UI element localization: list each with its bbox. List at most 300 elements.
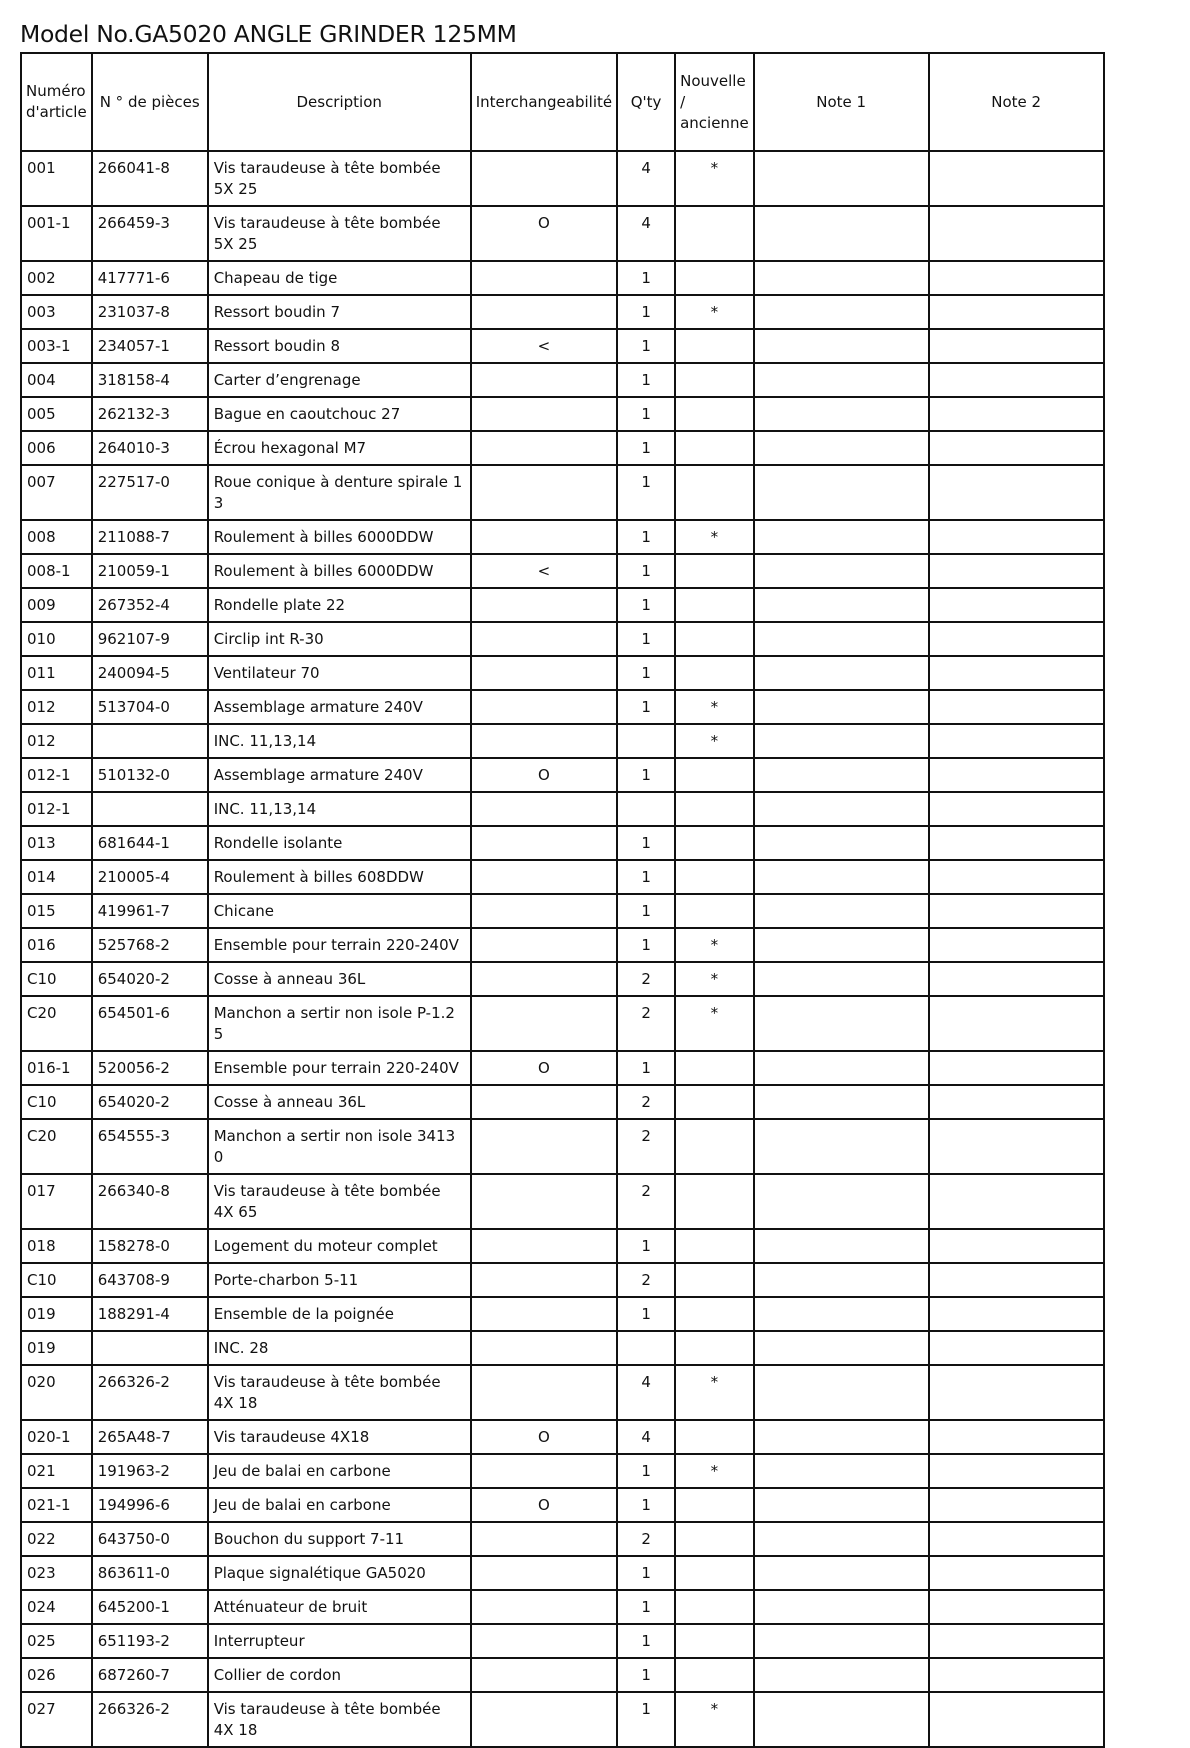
note-2-cell [929, 996, 1104, 1051]
item-number-cell: 004 [21, 363, 92, 397]
interchangeability-cell [471, 295, 617, 329]
note-2-cell [929, 1119, 1104, 1174]
description-cell: Rondelle plate 22 [208, 588, 471, 622]
quantity-cell: 1 [617, 1297, 675, 1331]
interchangeability-cell [471, 363, 617, 397]
interchangeability-cell [471, 1174, 617, 1229]
table-row [21, 431, 1104, 465]
table-row [21, 1454, 1104, 1488]
description-cell: Ensemble pour terrain 220-240V [208, 1051, 471, 1085]
note-2-cell [929, 1658, 1104, 1692]
header-quantity: Q'ty [617, 53, 675, 151]
table-row [21, 588, 1104, 622]
note-2-cell [929, 1051, 1104, 1085]
note-1-cell [754, 724, 929, 758]
new-old-cell [675, 588, 754, 622]
table-row [21, 1488, 1104, 1522]
new-old-cell [675, 758, 754, 792]
note-1-cell [754, 520, 929, 554]
note-1-cell [754, 206, 929, 261]
description-cell: Ensemble pour terrain 220-240V [208, 928, 471, 962]
table-row [21, 792, 1104, 826]
item-number-cell: 015 [21, 894, 92, 928]
page-title: Model No.GA5020 ANGLE GRINDER 125MM [20, 20, 517, 48]
new-old-cell: * [675, 151, 754, 206]
table-row [21, 1085, 1104, 1119]
quantity-cell: 1 [617, 329, 675, 363]
note-2-cell [929, 520, 1104, 554]
interchangeability-cell [471, 1263, 617, 1297]
description-cell: Cosse à anneau 36L [208, 962, 471, 996]
quantity-cell: 1 [617, 261, 675, 295]
interchangeability-cell [471, 656, 617, 690]
part-number-cell: 266041-8 [92, 151, 208, 206]
interchangeability-cell [471, 690, 617, 724]
part-number-cell: 240094-5 [92, 656, 208, 690]
part-number-cell: 863611-0 [92, 1556, 208, 1590]
quantity-cell: 2 [617, 1522, 675, 1556]
table-row [21, 724, 1104, 758]
interchangeability-cell [471, 431, 617, 465]
part-number-cell: 318158-4 [92, 363, 208, 397]
item-number-cell: 011 [21, 656, 92, 690]
table-row [21, 151, 1104, 206]
item-number-cell: 002 [21, 261, 92, 295]
part-number-cell: 654501-6 [92, 996, 208, 1051]
item-number-cell: 026 [21, 1658, 92, 1692]
new-old-cell [675, 206, 754, 261]
interchangeability-cell: O [471, 1488, 617, 1522]
header-note-1: Note 1 [754, 53, 929, 151]
quantity-cell: 1 [617, 1556, 675, 1590]
interchangeability-cell [471, 1590, 617, 1624]
quantity-cell: 2 [617, 996, 675, 1051]
note-2-cell [929, 1331, 1104, 1365]
table-row [21, 261, 1104, 295]
header-note-2: Note 2 [929, 53, 1104, 151]
header-new-old: Nouvelle / ancienne [675, 53, 754, 151]
table-row [21, 1119, 1104, 1174]
item-number-cell: 012-1 [21, 758, 92, 792]
description-cell: Ressort boudin 7 [208, 295, 471, 329]
description-cell: INC. 28 [208, 1331, 471, 1365]
note-2-cell [929, 1174, 1104, 1229]
item-number-cell: 001-1 [21, 206, 92, 261]
description-cell: Vis taraudeuse à tête bombée 4X 18 [208, 1365, 471, 1420]
interchangeability-cell: O [471, 206, 617, 261]
description-cell: INC. 11,13,14 [208, 792, 471, 826]
note-1-cell [754, 996, 929, 1051]
part-number-cell: 266326-2 [92, 1365, 208, 1420]
note-1-cell [754, 295, 929, 329]
note-2-cell [929, 1229, 1104, 1263]
description-cell: Roulement à billes 6000DDW [208, 520, 471, 554]
new-old-cell: * [675, 724, 754, 758]
quantity-cell: 1 [617, 554, 675, 588]
quantity-cell: 1 [617, 295, 675, 329]
note-2-cell [929, 1365, 1104, 1420]
table-row [21, 826, 1104, 860]
new-old-cell: * [675, 520, 754, 554]
note-2-cell [929, 261, 1104, 295]
note-2-cell [929, 1692, 1104, 1747]
header-row [21, 53, 1104, 151]
quantity-cell: 1 [617, 1590, 675, 1624]
part-number-cell: 266326-2 [92, 1692, 208, 1747]
note-2-cell [929, 928, 1104, 962]
description-cell: Assemblage armature 240V [208, 690, 471, 724]
note-1-cell [754, 588, 929, 622]
description-cell: Logement du moteur complet [208, 1229, 471, 1263]
part-number-cell: 210059-1 [92, 554, 208, 588]
table-row [21, 928, 1104, 962]
note-1-cell [754, 1522, 929, 1556]
note-2-cell [929, 363, 1104, 397]
note-1-cell [754, 465, 929, 520]
item-number-cell: 010 [21, 622, 92, 656]
item-number-cell: 005 [21, 397, 92, 431]
table-row [21, 1692, 1104, 1747]
new-old-cell [675, 1488, 754, 1522]
description-cell: Carter d’engrenage [208, 363, 471, 397]
item-number-cell: 003-1 [21, 329, 92, 363]
table-row [21, 520, 1104, 554]
note-1-cell [754, 1556, 929, 1590]
note-2-cell [929, 894, 1104, 928]
part-number-cell: 654020-2 [92, 962, 208, 996]
part-number-cell: 654555-3 [92, 1119, 208, 1174]
part-number-cell: 210005-4 [92, 860, 208, 894]
description-cell: Vis taraudeuse à tête bombée 4X 65 [208, 1174, 471, 1229]
table-row [21, 1522, 1104, 1556]
part-number-cell: 513704-0 [92, 690, 208, 724]
note-2-cell [929, 1522, 1104, 1556]
table-row [21, 1174, 1104, 1229]
description-cell: Assemblage armature 240V [208, 758, 471, 792]
quantity-cell: 2 [617, 1174, 675, 1229]
interchangeability-cell [471, 894, 617, 928]
note-1-cell [754, 1365, 929, 1420]
part-number-cell: 194996-6 [92, 1488, 208, 1522]
note-2-cell [929, 792, 1104, 826]
part-number-cell: 645200-1 [92, 1590, 208, 1624]
item-number-cell: 016-1 [21, 1051, 92, 1085]
note-1-cell [754, 329, 929, 363]
item-number-cell: 007 [21, 465, 92, 520]
part-number-cell: 266459-3 [92, 206, 208, 261]
table-row [21, 622, 1104, 656]
interchangeability-cell [471, 1556, 617, 1590]
item-number-cell: 025 [21, 1624, 92, 1658]
table-row [21, 1658, 1104, 1692]
header-part-number: N ° de pièces [92, 53, 208, 151]
new-old-cell [675, 1263, 754, 1297]
description-cell: Jeu de balai en carbone [208, 1488, 471, 1522]
new-old-cell [675, 1590, 754, 1624]
item-number-cell: 006 [21, 431, 92, 465]
new-old-cell [675, 826, 754, 860]
description-cell: Vis taraudeuse à tête bombée 4X 18 [208, 1692, 471, 1747]
note-1-cell [754, 894, 929, 928]
note-2-cell [929, 206, 1104, 261]
quantity-cell: 1 [617, 826, 675, 860]
interchangeability-cell [471, 724, 617, 758]
part-number-cell: 525768-2 [92, 928, 208, 962]
new-old-cell [675, 860, 754, 894]
new-old-cell: * [675, 928, 754, 962]
quantity-cell: 1 [617, 690, 675, 724]
new-old-cell: * [675, 1365, 754, 1420]
note-2-cell [929, 962, 1104, 996]
interchangeability-cell: O [471, 1420, 617, 1454]
quantity-cell: 1 [617, 1624, 675, 1658]
note-1-cell [754, 622, 929, 656]
note-1-cell [754, 792, 929, 826]
new-old-cell: * [675, 996, 754, 1051]
new-old-cell [675, 1556, 754, 1590]
item-number-cell: 023 [21, 1556, 92, 1590]
item-number-cell: 016 [21, 928, 92, 962]
description-cell: Interrupteur [208, 1624, 471, 1658]
interchangeability-cell [471, 1658, 617, 1692]
table-row [21, 465, 1104, 520]
part-number-cell [92, 1331, 208, 1365]
header-description: Description [208, 53, 471, 151]
description-cell: INC. 11,13,14 [208, 724, 471, 758]
note-2-cell [929, 397, 1104, 431]
interchangeability-cell: < [471, 554, 617, 588]
part-number-cell: 643750-0 [92, 1522, 208, 1556]
table-row [21, 758, 1104, 792]
note-2-cell [929, 622, 1104, 656]
new-old-cell: * [675, 962, 754, 996]
table-row [21, 1331, 1104, 1365]
new-old-cell [675, 1051, 754, 1085]
interchangeability-cell [471, 520, 617, 554]
interchangeability-cell [471, 1331, 617, 1365]
new-old-cell [675, 1658, 754, 1692]
new-old-cell [675, 363, 754, 397]
item-number-cell: 012 [21, 690, 92, 724]
new-old-cell [675, 1174, 754, 1229]
new-old-cell [675, 1119, 754, 1174]
note-2-cell [929, 151, 1104, 206]
description-cell: Circlip int R-30 [208, 622, 471, 656]
description-cell: Ensemble de la poignée [208, 1297, 471, 1331]
new-old-cell [675, 465, 754, 520]
interchangeability-cell: O [471, 1051, 617, 1085]
note-2-cell [929, 1420, 1104, 1454]
description-cell: Collier de cordon [208, 1658, 471, 1692]
item-number-cell: 008 [21, 520, 92, 554]
note-2-cell [929, 1085, 1104, 1119]
note-1-cell [754, 962, 929, 996]
new-old-cell [675, 1624, 754, 1658]
interchangeability-cell [471, 1229, 617, 1263]
part-number-cell: 419961-7 [92, 894, 208, 928]
note-1-cell [754, 1488, 929, 1522]
description-cell: Jeu de balai en carbone [208, 1454, 471, 1488]
item-number-cell: C10 [21, 1085, 92, 1119]
quantity-cell: 1 [617, 622, 675, 656]
part-number-cell: 267352-4 [92, 588, 208, 622]
item-number-cell: 027 [21, 1692, 92, 1747]
table-row [21, 1229, 1104, 1263]
description-cell: Chapeau de tige [208, 261, 471, 295]
note-1-cell [754, 656, 929, 690]
item-number-cell: 018 [21, 1229, 92, 1263]
table-row [21, 295, 1104, 329]
new-old-cell [675, 329, 754, 363]
note-1-cell [754, 1624, 929, 1658]
interchangeability-cell [471, 860, 617, 894]
quantity-cell: 4 [617, 1365, 675, 1420]
new-old-cell [675, 1331, 754, 1365]
note-1-cell [754, 1174, 929, 1229]
note-2-cell [929, 860, 1104, 894]
new-old-cell [675, 792, 754, 826]
quantity-cell: 4 [617, 206, 675, 261]
note-2-cell [929, 329, 1104, 363]
quantity-cell: 1 [617, 758, 675, 792]
item-number-cell: C10 [21, 1263, 92, 1297]
new-old-cell [675, 622, 754, 656]
part-number-cell: 510132-0 [92, 758, 208, 792]
note-2-cell [929, 588, 1104, 622]
table-row [21, 894, 1104, 928]
interchangeability-cell [471, 1119, 617, 1174]
interchangeability-cell [471, 792, 617, 826]
note-1-cell [754, 690, 929, 724]
item-number-cell: 022 [21, 1522, 92, 1556]
interchangeability-cell [471, 261, 617, 295]
part-number-cell: 651193-2 [92, 1624, 208, 1658]
quantity-cell: 1 [617, 1454, 675, 1488]
quantity-cell: 1 [617, 928, 675, 962]
note-2-cell [929, 1556, 1104, 1590]
description-cell: Plaque signalétique GA5020 [208, 1556, 471, 1590]
note-1-cell [754, 1331, 929, 1365]
part-number-cell: 962107-9 [92, 622, 208, 656]
note-1-cell [754, 1085, 929, 1119]
new-old-cell [675, 1297, 754, 1331]
part-number-cell: 262132-3 [92, 397, 208, 431]
quantity-cell: 1 [617, 465, 675, 520]
header-item-number: Numéro d'article [21, 53, 92, 151]
part-number-cell: 234057-1 [92, 329, 208, 363]
item-number-cell: 017 [21, 1174, 92, 1229]
interchangeability-cell [471, 1365, 617, 1420]
note-2-cell [929, 465, 1104, 520]
note-1-cell [754, 928, 929, 962]
note-1-cell [754, 1420, 929, 1454]
interchangeability-cell [471, 1454, 617, 1488]
new-old-cell [675, 1420, 754, 1454]
interchangeability-cell: < [471, 329, 617, 363]
parts-table [20, 52, 1105, 1748]
table-row [21, 1297, 1104, 1331]
new-old-cell [675, 894, 754, 928]
table-row [21, 329, 1104, 363]
item-number-cell: 014 [21, 860, 92, 894]
part-number-cell: 231037-8 [92, 295, 208, 329]
note-1-cell [754, 826, 929, 860]
parts-table-body [21, 151, 1104, 1747]
table-row [21, 1624, 1104, 1658]
note-1-cell [754, 431, 929, 465]
part-number-cell: 266340-8 [92, 1174, 208, 1229]
note-1-cell [754, 1263, 929, 1297]
description-cell: Bague en caoutchouc 27 [208, 397, 471, 431]
table-row [21, 1051, 1104, 1085]
description-cell: Écrou hexagonal M7 [208, 431, 471, 465]
interchangeability-cell [471, 588, 617, 622]
note-2-cell [929, 295, 1104, 329]
note-1-cell [754, 860, 929, 894]
interchangeability-cell [471, 928, 617, 962]
quantity-cell: 1 [617, 656, 675, 690]
item-number-cell: 021-1 [21, 1488, 92, 1522]
note-1-cell [754, 1297, 929, 1331]
item-number-cell: 020 [21, 1365, 92, 1420]
interchangeability-cell [471, 996, 617, 1051]
table-row [21, 1365, 1104, 1420]
interchangeability-cell [471, 962, 617, 996]
item-number-cell: C10 [21, 962, 92, 996]
item-number-cell: 013 [21, 826, 92, 860]
quantity-cell [617, 1331, 675, 1365]
table-row [21, 1420, 1104, 1454]
note-2-cell [929, 554, 1104, 588]
item-number-cell: C20 [21, 996, 92, 1051]
description-cell: Cosse à anneau 36L [208, 1085, 471, 1119]
part-number-cell: 681644-1 [92, 826, 208, 860]
part-number-cell: 191963-2 [92, 1454, 208, 1488]
note-1-cell [754, 1454, 929, 1488]
note-2-cell [929, 1297, 1104, 1331]
note-1-cell [754, 1119, 929, 1174]
interchangeability-cell [471, 1624, 617, 1658]
item-number-cell: 008-1 [21, 554, 92, 588]
part-number-cell: 654020-2 [92, 1085, 208, 1119]
table-row [21, 690, 1104, 724]
description-cell: Vis taraudeuse à tête bombée 5X 25 [208, 206, 471, 261]
quantity-cell: 2 [617, 1263, 675, 1297]
note-1-cell [754, 554, 929, 588]
table-row [21, 996, 1104, 1051]
description-cell: Chicane [208, 894, 471, 928]
table-row [21, 1556, 1104, 1590]
note-1-cell [754, 397, 929, 431]
part-number-cell: 520056-2 [92, 1051, 208, 1085]
quantity-cell: 2 [617, 962, 675, 996]
note-1-cell [754, 1658, 929, 1692]
note-1-cell [754, 151, 929, 206]
quantity-cell: 1 [617, 1051, 675, 1085]
new-old-cell [675, 1522, 754, 1556]
note-1-cell [754, 363, 929, 397]
new-old-cell [675, 431, 754, 465]
note-2-cell [929, 826, 1104, 860]
description-cell: Ventilateur 70 [208, 656, 471, 690]
table-row [21, 206, 1104, 261]
table-row [21, 1590, 1104, 1624]
description-cell: Roulement à billes 6000DDW [208, 554, 471, 588]
quantity-cell: 1 [617, 431, 675, 465]
part-number-cell: 211088-7 [92, 520, 208, 554]
new-old-cell: * [675, 295, 754, 329]
description-cell: Ressort boudin 8 [208, 329, 471, 363]
